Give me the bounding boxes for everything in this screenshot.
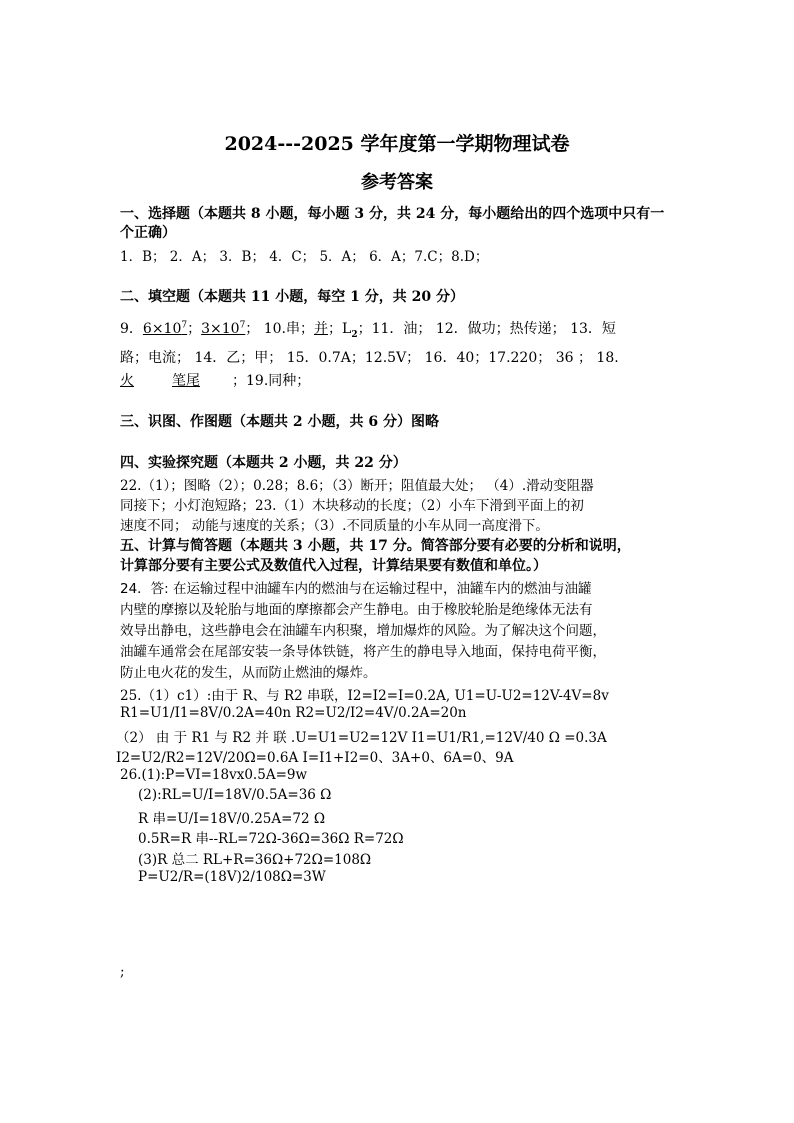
section5-heading-line2: 计算部分要有主要公式及数值代入过程，计算结果要有数值和单位。） bbox=[120, 558, 547, 574]
section1-heading-line2: 个正确） bbox=[120, 225, 176, 241]
q25-line1: 25.（1）c1）:由于 R、与 R2 串联，I2=I2=I=0.2A, U1=U-U2=12V-4V=8v bbox=[120, 688, 609, 704]
q26-line5: (3)R 总二 RL+R=36Ω+72Ω=108Ω bbox=[138, 852, 372, 868]
q24-line1: 24．答: 在运输过程中油罐车内的燃油与在运输过程中，油罐车内的燃油与油罐 bbox=[120, 581, 592, 597]
section3-heading: 三、识图、作图题（本题共 2 小题，共 6 分）图略 bbox=[120, 414, 439, 430]
section4-heading: 四、实验探究题（本题共 2 小题，共 22 分） bbox=[120, 455, 407, 471]
q26-line1: 26.(1):P=VI=18vx0.5A=9w bbox=[120, 767, 308, 783]
section4-line1: 22.（1）；图略（2）；0.28；8.6；（3）断开；阻值最大处； （4）.滑动变阻器 bbox=[120, 478, 594, 494]
q26-line2: (2):RL=U/I=18V/0.5A=36 Ω bbox=[138, 787, 332, 803]
section2-line2: 路；电流； 14．乙；甲； 15．0.7A；12.5V； 16．40；17.220； 36 ； 18. bbox=[120, 350, 619, 366]
q18-answer1: 火 bbox=[120, 373, 134, 389]
q9-label: 9． bbox=[120, 321, 143, 337]
q24-line2: 内壁的摩擦以及轮胎与地面的摩擦都会产生静电。由于橡胶轮胎是绝缘体无法有 bbox=[120, 602, 593, 618]
section2-line3: 火 笔尾 ；19.同种； bbox=[120, 370, 310, 390]
q24-line4: 油罐车通常会在尾部安装一条导体铁链，将产生的静电导入地面，保持电荷平衡， bbox=[120, 644, 606, 660]
q26-line3: R 串=U/I=18V/0.25A=72 Ω bbox=[138, 811, 326, 827]
section4-line3: 速度不同； 动能与速度的关系；（3）.不同质量的小车从同一高度滑下。 bbox=[120, 518, 549, 534]
q25-line4: I2=U2/R2=12V/20Ω=0.6A I=I1+I2=0、3A+0、6A=0、9A bbox=[116, 750, 514, 766]
q25-line3: （2） 由 于 R1 与 R2 并 联 .U=U1=U2=12V I1=U1/R1,=12V/40 Ω =0.3A bbox=[116, 730, 607, 746]
q26-line6: P=U2/R=(18V)2/108Ω=3W bbox=[138, 869, 326, 885]
q10-answer2: 并 bbox=[314, 321, 329, 337]
page-subtitle: 参考答案 bbox=[361, 172, 433, 193]
q25-line2: R1=U1/I1=8V/0.2A=40n R2=U2/I2=4V/0.2A=20n bbox=[120, 705, 467, 721]
page-title: 2024---2025 学年度第一学期物理试卷 bbox=[224, 133, 570, 155]
q26-line4: 0.5R=R 串--RL=72Ω-36Ω=36Ω R=72Ω bbox=[138, 831, 404, 847]
q9-answer1: $6\times 10^7$ bbox=[142, 320, 188, 337]
footer-mark: ; bbox=[120, 964, 125, 980]
section5-heading-line1: 五、计算与简答题（本题共 3 小题，共 17 分。简答部分要有必要的分析和说明， bbox=[120, 538, 631, 554]
section2-heading: 二、填空题（本题共 11 小题，每空 1 分，共 20 分） bbox=[120, 289, 464, 305]
q24-line5: 防止电火花的发生，从而防止燃油的爆炸。 bbox=[120, 665, 377, 681]
section1-answers: 1．B； 2．A； 3．B； 4．C； 5．A； 6．A；7.C；8.D； bbox=[120, 249, 489, 265]
q9-answer2: $3\times 10^7$ bbox=[201, 320, 246, 337]
q24-line3: 效导出静电，这些静电会在油罐车内积聚，增加爆炸的风险。为了解决这个问题， bbox=[120, 623, 606, 639]
section2-line1: 9．$6\times 10^7$；$3\times 10^7$； 10.串；并；$L_2$；11．油； 12．做功；热传递； 13．短 bbox=[120, 320, 616, 340]
section1-heading-line1: 一、选择题（本题共 8 小题，每小题 3 分，共 24 分，每小题给出的四个选项中只有一 bbox=[120, 206, 665, 222]
section4-line2: 同接下；小灯泡短路；23.（1）木块移动的长度；（2）小车下滑到平面上的初 bbox=[120, 498, 584, 514]
q18-answer2: 笔尾 bbox=[172, 373, 200, 389]
